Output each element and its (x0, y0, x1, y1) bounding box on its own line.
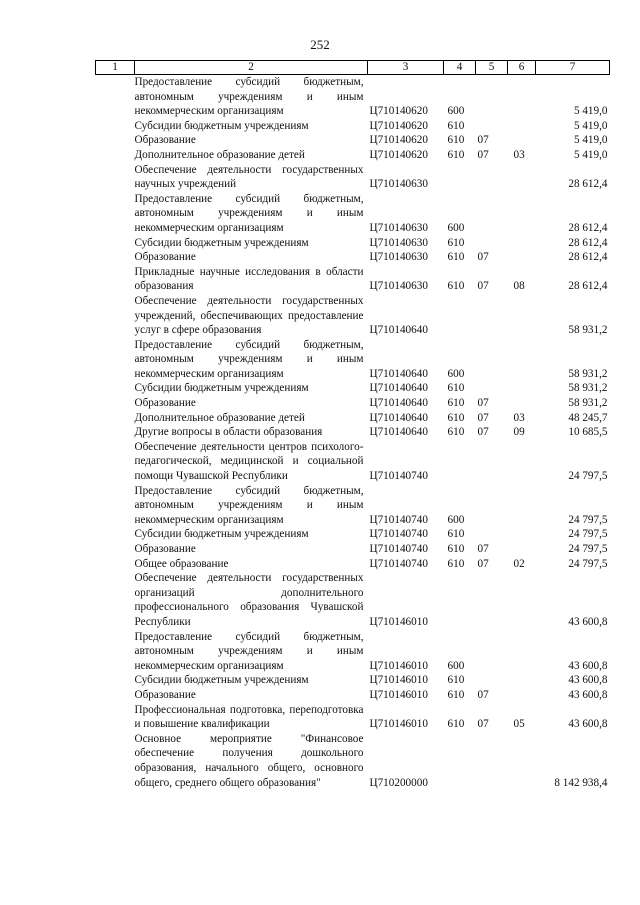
expense-type-code: 610 (447, 280, 465, 293)
table-row (96, 411, 610, 426)
expense-type-code: 600 (447, 367, 465, 380)
subsection-code: 03 (513, 148, 525, 161)
row-number-cell (96, 250, 135, 265)
subsection-code: 08 (513, 280, 525, 293)
subsection-code (508, 133, 536, 148)
expense-type-code: 610 (447, 718, 465, 731)
subsection-code (508, 673, 536, 688)
amount: 43 600,8 (568, 718, 608, 731)
row-number-cell (96, 381, 135, 396)
subsection-code (508, 688, 536, 703)
target-article-code: Ц710140740 (369, 557, 428, 570)
row-name: Другие вопросы в области образования (134, 426, 323, 439)
row-name: Общее образование (134, 557, 229, 570)
target-article-code: Ц710146010 (369, 659, 428, 672)
header-cell: 6 (508, 61, 536, 75)
expense-type-code: 600 (447, 221, 465, 234)
row-name: Образование (134, 543, 196, 555)
target-article-code: Ц710200000 (369, 776, 428, 789)
subsection-code (508, 236, 536, 251)
section-code: 07 (477, 543, 489, 555)
amount: 24 797,5 (568, 543, 608, 555)
amount: 43 600,8 (568, 659, 608, 672)
table-row (96, 294, 610, 338)
row-name: Предоставление субсидий бюджетным, автономным учреждениям и иным некоммерческим организациям (134, 338, 364, 380)
section-code (476, 484, 508, 528)
target-article-code: Ц710140630 (369, 280, 428, 293)
target-article-code: Ц710140630 (369, 221, 428, 234)
budget-table (95, 60, 610, 790)
row-number-cell (96, 411, 135, 426)
amount: 28 612,4 (568, 251, 608, 264)
expense-type-code: 610 (447, 382, 465, 395)
subsection-code (508, 381, 536, 396)
header-cell: 3 (368, 61, 444, 75)
table-row (96, 250, 610, 265)
amount: 5 419,0 (573, 148, 608, 161)
amount: 58 931,2 (568, 382, 608, 395)
section-code: 07 (477, 411, 489, 424)
row-number-cell (96, 688, 135, 703)
table-row (96, 703, 610, 732)
section-code: 07 (477, 251, 489, 264)
table-row (96, 133, 610, 148)
header-cell: 2 (135, 61, 368, 75)
row-name: Предоставление субсидий бюджетным, автономным учреждениям и иным некоммерческим организациям (134, 192, 364, 234)
amount: 28 612,4 (568, 280, 608, 293)
amount: 24 797,5 (568, 470, 608, 483)
expense-type-code (444, 294, 476, 338)
section-code: 07 (477, 718, 489, 731)
amount: 58 931,2 (568, 324, 608, 337)
table-row (96, 148, 610, 163)
row-name: Основное мероприятие "Финансовое обеспечение получения дошкольного образования, начального общего, основного общего, среднего общего образования" (134, 732, 364, 789)
section-code: 07 (477, 688, 489, 701)
subsection-code (508, 484, 536, 528)
expense-type-code: 610 (447, 688, 465, 701)
row-name: Субсидии бюджетным учреждениям (134, 236, 309, 249)
section-code (476, 732, 508, 790)
target-article-code: Ц710140640 (369, 324, 428, 337)
expense-type-code: 610 (447, 528, 465, 541)
row-number-cell (96, 732, 135, 790)
table-body (96, 75, 610, 791)
section-code (476, 338, 508, 382)
subsection-code (508, 250, 536, 265)
table-row (96, 425, 610, 440)
table-row (96, 484, 610, 528)
header-cell: 4 (444, 61, 476, 75)
section-code (476, 75, 508, 119)
row-name: Прикладные научные исследования в области образования (134, 265, 364, 293)
section-code: 07 (477, 134, 489, 147)
section-code (476, 119, 508, 134)
row-name: Образование (134, 397, 196, 410)
subsection-code (508, 542, 536, 557)
row-number-cell (96, 557, 135, 572)
row-name: Субсидии бюджетным учреждениям (134, 382, 309, 395)
target-article-code: Ц710140620 (369, 148, 428, 161)
row-number-cell (96, 133, 135, 148)
target-article-code: Ц710140640 (369, 411, 428, 424)
expense-type-code: 610 (447, 119, 465, 132)
row-name: Субсидии бюджетным учреждениям (134, 674, 309, 687)
row-number-cell (96, 119, 135, 134)
amount: 24 797,5 (568, 513, 608, 526)
target-article-code: Ц710140640 (369, 382, 428, 395)
table-row (96, 527, 610, 542)
section-code: 07 (477, 426, 489, 439)
row-name: Образование (134, 134, 196, 147)
expense-type-code (444, 571, 476, 629)
row-name: Обеспечение деятельности государственных организаций дополнительного профессионального образования Чувашской Республики (134, 572, 364, 628)
section-code: 07 (477, 397, 489, 410)
table-row (96, 440, 610, 484)
table-row (96, 673, 610, 688)
amount: 28 612,4 (568, 178, 608, 191)
target-article-code: Ц710140640 (369, 426, 428, 439)
target-article-code: Ц710140740 (369, 513, 428, 526)
section-code: 07 (477, 557, 489, 570)
expense-type-code: 610 (447, 397, 465, 410)
section-code (476, 673, 508, 688)
amount: 43 600,8 (568, 688, 608, 701)
row-number-cell (96, 542, 135, 557)
expense-type-code: 610 (447, 411, 465, 424)
section-code (476, 163, 508, 192)
expense-type-code: 610 (447, 674, 465, 687)
target-article-code: Ц710140640 (369, 367, 428, 380)
amount: 10 685,5 (568, 426, 608, 439)
table-row (96, 630, 610, 674)
amount: 24 797,5 (568, 557, 608, 570)
table-row (96, 265, 610, 294)
subsection-code: 09 (513, 426, 525, 439)
page-number: 252 (310, 37, 330, 52)
target-article-code: Ц710146010 (369, 674, 428, 687)
expense-type-code: 600 (447, 659, 465, 672)
row-number-cell (96, 673, 135, 688)
header-cell: 5 (476, 61, 508, 75)
row-number-cell (96, 396, 135, 411)
expense-type-code: 610 (447, 148, 465, 161)
expense-type-code: 610 (447, 557, 465, 570)
subsection-code (508, 571, 536, 629)
target-article-code: Ц710146010 (369, 688, 428, 701)
row-name: Профессиональная подготовка, переподготовка и повышение квалификации (134, 703, 364, 731)
row-name: Предоставление субсидий бюджетным, автономным учреждениям и иным некоммерческим организациям (134, 630, 364, 672)
amount: 5 419,0 (573, 134, 608, 147)
amount: 58 931,2 (568, 367, 608, 380)
subsection-code (508, 630, 536, 674)
table-row (96, 236, 610, 251)
target-article-code: Ц710140630 (369, 251, 428, 264)
target-article-code: Ц710140630 (369, 236, 428, 249)
row-number-cell (96, 75, 135, 119)
target-article-code: Ц710140640 (369, 397, 428, 410)
table-row (96, 338, 610, 382)
row-number-cell (96, 527, 135, 542)
amount: 5 419,0 (573, 105, 608, 118)
section-code (476, 527, 508, 542)
subsection-code (508, 294, 536, 338)
expense-type-code: 610 (447, 236, 465, 249)
amount: 58 931,2 (568, 397, 608, 410)
table-row (96, 688, 610, 703)
section-code (476, 192, 508, 236)
section-code (476, 294, 508, 338)
expense-type-code (444, 163, 476, 192)
table-row (96, 381, 610, 396)
subsection-code (508, 396, 536, 411)
table-header (96, 61, 610, 75)
target-article-code: Ц710140740 (369, 543, 428, 555)
row-number-cell (96, 571, 135, 629)
subsection-code: 05 (513, 718, 525, 731)
target-article-code: Ц710140630 (369, 178, 428, 191)
table-row (96, 396, 610, 411)
header-cell: 1 (96, 61, 135, 75)
subsection-code: 03 (513, 411, 525, 424)
section-code (476, 381, 508, 396)
table-row (96, 571, 610, 629)
row-name: Предоставление субсидий бюджетным, автономным учреждениям и иным некоммерческим организациям (134, 76, 364, 118)
target-article-code: Ц710140620 (369, 134, 428, 147)
expense-type-code: 600 (447, 513, 465, 526)
table-row (96, 557, 610, 572)
amount: 28 612,4 (568, 236, 608, 249)
amount: 28 612,4 (568, 221, 608, 234)
row-name: Образование (134, 251, 196, 264)
table-row (96, 192, 610, 236)
row-name: Обеспечение деятельности государственных научных учреждений (134, 163, 364, 191)
amount: 8 142 938,4 (554, 776, 608, 789)
expense-type-code (444, 732, 476, 790)
row-name: Дополнительное образование детей (134, 411, 305, 424)
section-code (476, 440, 508, 484)
amount: 5 419,0 (573, 119, 608, 132)
subsection-code (508, 119, 536, 134)
table-row (96, 119, 610, 134)
row-name: Субсидии бюджетным учреждениям (134, 528, 309, 541)
row-number-cell (96, 236, 135, 251)
expense-type-code: 610 (447, 134, 465, 147)
amount: 24 797,5 (568, 528, 608, 541)
target-article-code: Ц710140620 (369, 105, 428, 118)
row-number-cell (96, 440, 135, 484)
subsection-code (508, 338, 536, 382)
expense-type-code: 610 (447, 426, 465, 439)
expense-type-code: 600 (447, 105, 465, 118)
row-number-cell (96, 630, 135, 674)
header-cell: 7 (536, 61, 610, 75)
subsection-code: 02 (513, 557, 525, 570)
row-number-cell (96, 425, 135, 440)
target-article-code: Ц710146010 (369, 615, 428, 628)
section-code: 07 (477, 280, 489, 293)
section-code: 07 (477, 148, 489, 161)
target-article-code: Ц710140620 (369, 119, 428, 132)
table-row (96, 75, 610, 119)
row-name: Образование (134, 688, 196, 701)
row-name: Предоставление субсидий бюджетным, автономным учреждениям и иным некоммерческим организациям (134, 484, 364, 526)
row-number-cell (96, 484, 135, 528)
expense-type-code: 610 (447, 251, 465, 264)
expense-type-code (444, 440, 476, 484)
section-code (476, 236, 508, 251)
row-name: Обеспечение деятельности центров психолого-педагогической, медицинской и социальной помощи Чувашской Республики (134, 440, 364, 483)
amount: 43 600,8 (568, 674, 608, 687)
table-row (96, 732, 610, 790)
target-article-code: Ц710140740 (369, 470, 428, 483)
row-number-cell (96, 192, 135, 236)
section-code (476, 571, 508, 629)
target-article-code: Ц710146010 (369, 718, 428, 731)
row-number-cell (96, 294, 135, 338)
row-name: Дополнительное образование детей (134, 148, 305, 161)
row-number-cell (96, 148, 135, 163)
subsection-code (508, 732, 536, 790)
table-row (96, 542, 610, 557)
row-number-cell (96, 163, 135, 192)
subsection-code (508, 75, 536, 119)
row-number-cell (96, 338, 135, 382)
target-article-code: Ц710140740 (369, 528, 428, 541)
row-number-cell (96, 265, 135, 294)
row-name: Обеспечение деятельности государственных учреждений, обеспечивающих предоставление услуг в сфере образования (134, 294, 364, 337)
subsection-code (508, 527, 536, 542)
amount: 43 600,8 (568, 615, 608, 628)
subsection-code (508, 192, 536, 236)
subsection-code (508, 163, 536, 192)
amount: 48 245,7 (568, 411, 608, 424)
expense-type-code: 610 (447, 543, 465, 555)
section-code (476, 630, 508, 674)
row-number-cell (96, 703, 135, 732)
subsection-code (508, 440, 536, 484)
row-name: Субсидии бюджетным учреждениям (134, 119, 309, 132)
table-row (96, 163, 610, 192)
